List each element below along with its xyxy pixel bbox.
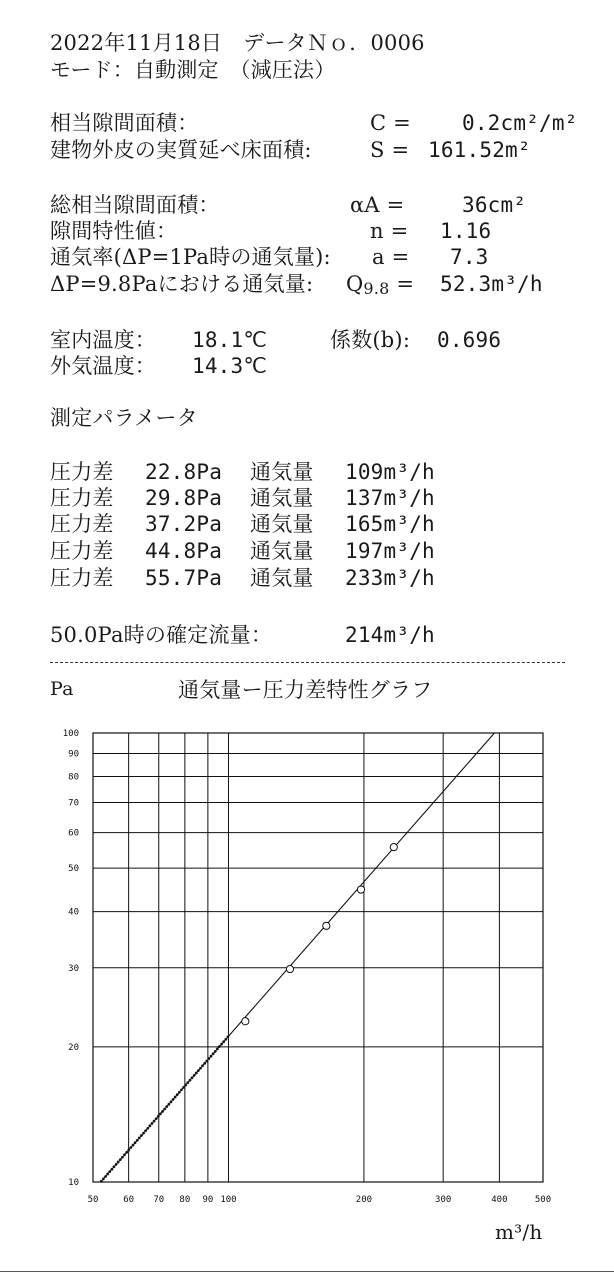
param-row-3-q-label: 通気量 — [250, 512, 314, 536]
param-row-2-q-label: 通気量 — [250, 486, 314, 510]
fit-line-dense-segment — [101, 1036, 229, 1182]
q98-value: 52.3m³/h — [440, 272, 543, 296]
param-row-4-q: 197m³/h — [345, 539, 435, 563]
n-symbol: n = — [370, 219, 409, 243]
y-tick-label: 10 — [68, 1178, 79, 1188]
flow-pressure-chart — [0, 720, 614, 1220]
chart-title: 通気量ー圧力差特性グラフ — [178, 678, 433, 702]
y-tick-label: 80 — [68, 772, 79, 783]
param-row-1-dp-label: 圧力差 — [50, 460, 114, 484]
param-row-1-q-label: 通気量 — [250, 460, 314, 484]
y-tick-label: 60 — [68, 828, 79, 839]
param-row-4-q-label: 通気量 — [250, 539, 314, 563]
x-tick-label: 80 — [179, 1195, 191, 1205]
chart-y-unit-label: Pa — [50, 678, 74, 700]
a-label: 通気率(ΔP=1Pa時の通気量): — [50, 245, 331, 269]
x-tick-label: 100 — [220, 1195, 237, 1205]
c-value: 0.2cm²/m² — [462, 111, 578, 135]
a-value: 7.3 — [450, 245, 489, 269]
y-tick-label: 20 — [68, 1042, 79, 1053]
x-tick-label: 50 — [87, 1195, 99, 1205]
param-row-5-dp-label: 圧力差 — [50, 566, 114, 590]
param-row-4-dp-label: 圧力差 — [50, 539, 114, 563]
alpha-a-value: 36cm² — [462, 193, 527, 217]
coefficient-label: 係数(b): — [330, 328, 411, 352]
measurement-mode: モード：自動測定 （減圧法） — [50, 58, 336, 82]
data-point — [323, 922, 330, 929]
y-tick-label: 70 — [68, 798, 79, 809]
coefficient-value: 0.696 — [437, 328, 502, 352]
dashed-separator — [50, 662, 565, 663]
x-tick-label: 200 — [355, 1195, 373, 1205]
outdoor-temp-value: 14.3℃ — [192, 354, 268, 378]
chart-fit-line-group — [101, 733, 495, 1182]
chart-x-unit-label: m³/h — [495, 1220, 543, 1244]
x-tick-label: 90 — [202, 1195, 214, 1205]
x-tick-label: 500 — [534, 1195, 552, 1205]
param-row-2-dp-label: 圧力差 — [50, 486, 114, 510]
confirmed-flow-label: 50.0Pa時の確定流量： — [50, 623, 273, 647]
param-row-2-q: 137m³/h — [345, 486, 435, 510]
param-row-5-dp: 55.7Pa — [145, 566, 223, 590]
c-symbol: C = — [370, 111, 411, 135]
data-point — [286, 965, 293, 972]
c-label: 相当隙間面積： — [50, 111, 199, 135]
parameters-title: 測定パラメータ — [50, 406, 198, 430]
y-tick-label: 50 — [68, 864, 79, 875]
indoor-temp-label: 室内温度： — [50, 328, 156, 352]
q98-symbol: Q9.8 = — [346, 272, 415, 298]
param-row-1-dp: 22.8Pa — [145, 460, 223, 484]
data-point — [357, 886, 364, 893]
confirmed-flow-value: 214m³/h — [345, 623, 435, 647]
q98-label: ΔP=9.8Paにおける通気量: — [50, 272, 314, 296]
a-symbol: a = — [372, 245, 410, 269]
x-tick-label: 300 — [435, 1195, 452, 1205]
param-row-3-dp: 37.2Pa — [145, 512, 223, 536]
outdoor-temp-label: 外気温度： — [50, 354, 156, 378]
alpha-a-label: 総相当隙間面積： — [50, 193, 220, 217]
param-row-5-q-label: 通気量 — [250, 566, 314, 590]
x-tick-label: 60 — [123, 1195, 135, 1205]
s-label: 建物外皮の実質延べ床面積: — [50, 138, 312, 162]
n-value: 1.16 — [440, 219, 492, 243]
q98-subscript: 9.8 — [363, 279, 390, 298]
y-tick-label: 30 — [68, 963, 79, 974]
x-tick-label: 70 — [153, 1195, 165, 1205]
param-row-5-q: 233m³/h — [345, 566, 435, 590]
param-row-1-q: 109m³/h — [345, 460, 435, 484]
n-label: 隙間特性値： — [50, 219, 178, 243]
date-and-data-number: 2022年11月18日 データＮｏ．0006 — [50, 31, 425, 55]
param-row-4-dp: 44.8Pa — [145, 539, 223, 563]
param-row-2-dp: 29.8Pa — [145, 486, 223, 510]
s-value: 161.52m² — [428, 138, 531, 162]
s-symbol: S = — [370, 138, 410, 162]
bottom-rule — [0, 1271, 614, 1272]
param-row-3-q: 165m³/h — [345, 512, 435, 536]
y-tick-label: 100 — [62, 729, 79, 739]
indoor-temp-value: 18.1℃ — [192, 328, 268, 352]
x-tick-label: 400 — [491, 1195, 508, 1205]
y-tick-label: 40 — [68, 907, 79, 918]
data-point — [242, 1018, 249, 1025]
param-row-3-dp-label: 圧力差 — [50, 512, 114, 536]
fit-line — [101, 733, 495, 1182]
chart-tick-labels — [63, 729, 551, 1205]
y-tick-label: 90 — [68, 749, 79, 760]
data-point — [390, 844, 397, 851]
alpha-a-symbol: αA = — [350, 193, 405, 217]
